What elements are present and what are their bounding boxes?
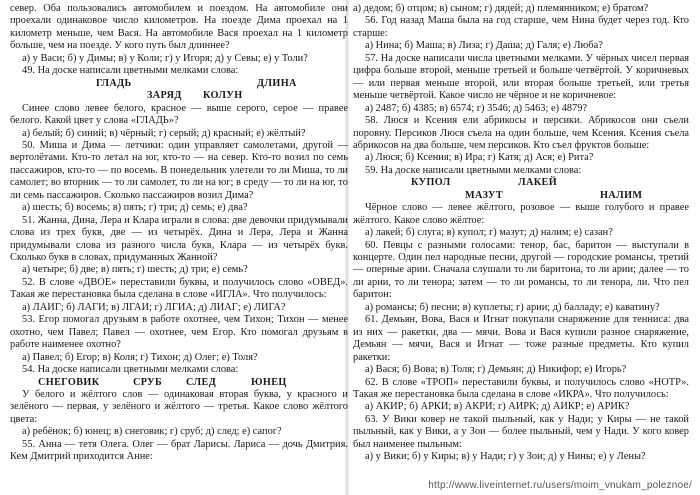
problem-51-text: 51. Жанна, Дина, Лера и Клара играли в слова: две девочки придумывали слова из трех букв, две — из четырёх. Дина и Лера, Лера и Жанна придумывали слова из разного числа букв, Клара — из четырёх букв. Сколько букв в словах, придуманных Жанной? [10,214,348,264]
word-board-49-row1 [10,78,348,90]
answer-options-62: а) АКИР; б) АРКИ; в) АКРИ; г) АИРК; д) АИКР; е) АРИК? [365,401,630,413]
answer-options-51: а) четыре; б) две; в) пять; г) шесть; д) три; е) семь? [22,264,248,276]
board-word: ЗАРЯД [147,90,182,102]
right-page [353,3,689,464]
board-word: МАЗУТ [465,189,504,201]
problem-49-text: Синее слово левее белого, красное — выше серого, серое — правее белого. Какой цвет у слова «ГЛАДЬ»? [10,102,348,127]
problem-57-text: 57. На доске написали числа цветными мелками. У чёрных чисел первая цифра больше второй, меньше третьей и больше четвёртой. У коричневых — или первая меньше второй, или вторая больше третьей, или третья меньше четвёртой. Какое число не чёрное и не коричневое: [353,52,689,102]
answer-options-61: а) Вася; б) Вова; в) Толя; г) Демьян; д) Никифор; е) Игорь? [365,364,627,376]
answer-options-57: а) 2487; б) 4385; в) 6574; г) 3546; д) 5463; е) 4879? [365,102,588,114]
board-word: ДЛИНА [257,77,297,89]
problem-50-text: 50. Миша и Дима — летчики: один управляет самолетами, другой — вертолётами. Кто-то летал на юг, кто-то — на север. Кто-то возил по семь пассажиров, кто-то — по восемь. В понедельник улетели то ли Миша, то ли самолет; во вторник — то ли самолет, то ли на юг; в среду — то ли на юг, то ли семь пассажиров. Сколько пассажиров возил Дима? [10,139,348,201]
source-url-watermark: http://www.liveinternet.ru/users/moim_vnukam_poleznoe/ [428,480,692,491]
answer-options-58: а) Люся; б) Ксения; в) Ира; г) Катя; д) Ася; е) Рита? [365,152,594,164]
board-word: ЮНЕЦ [251,376,287,388]
answer-options-55: а) дедом; б) отцом; в) сыном; г) дядей; д) племянником; е) братом? [353,3,649,14]
board-word: НАЛИМ [600,189,643,201]
problem-59-question: 59. На доске написали цветными мелками слова: [365,164,582,176]
board-word: СЛЕД [186,376,217,388]
board-word: ГЛАДЬ [96,77,132,89]
answer-options-60: а) романсы; б) песни; в) куплеты; г) арии; д) балладу; е) каватину? [365,301,660,313]
board-word: СРУБ [133,376,163,388]
word-board-59-row1 [353,177,689,189]
problem-54-question: 54. На доске написали цветными мелками слова: [22,364,239,376]
answer-options-59: а) лакей; б) слуга; в) купол; г) мазут; д) налим; е) сазан? [365,227,613,239]
left-page [10,3,348,464]
problem-63-text: 63. У Вики ковер не такой пыльный, как у Нади; у Киры — не такой пыльный, как у Вики, а у Зои — более пыльный, чем у Нади. У кого ковер был наименее пыльным: [353,413,689,450]
problem-55-text: 55. Анна — тетя Олега. Олег — брат Ларисы. Лариса — дочь Дмитрия. Кем Дмитрий приходится Анне: [10,438,348,463]
word-board-54 [10,377,348,389]
problem-56-text: 56. Год назад Маша была на год старше, чем Нина будет через год. Кто старше: [353,15,689,39]
problem-58-text: 58. Люся и Ксения ели абрикосы и персики. Абрикосов они съели поровну. Персиков Люся съела на один больше, чем Ксения. Ксения съела абрикосов на два больше, чем персиков. Кто съел фруктов больше: [353,115,689,151]
board-word: КУПОЛ [411,177,451,189]
problem-54-text: У белого и жёлтого слов — одинаковая вторая буква, у красного и зелёного — первая, у зелёного и жёлтого — третья. Какое слово жёлтого цвета: [10,389,348,425]
answer-options-53: а) Павел; б) Егор; в) Коля; г) Тихон; д) Олег; е) Толя? [22,351,258,363]
word-board-59-row2 [353,190,689,202]
board-word: ЛАКЕЙ [518,177,558,189]
answer-options-56: а) Нина; б) Маша; в) Лиза; г) Даша; д) Галя; е) Люба? [365,40,603,52]
answer-options-63: а) у Вики; б) у Киры; в) у Нади; г) у Зои; д) у Нины; е) у Лены? [365,451,646,463]
problem-62-text: 62. В слове «ТРОП» переставили буквы, и получилось слово «НОТР». Такая же перестановка была сделана в слове «ИКРА». Что получилось: [353,376,689,401]
board-word: КОЛУН [203,90,243,102]
problem-53-text: 53. Егор помогал друзьям в работе охотнее, чем Тихон; Тихон — менее охотно, чем Павел; Павел — охотнее, чем Егор. Кто помогал друзьям в работе наименее охотно? [10,314,348,351]
problem-48-text: север. Оба пользовались автомобилем и поездом. На автомобиле они проехали одинаковое число километров. На поезде Дима проехал на 1 километр меньше, чем Вася. На автомобиле Вася проехал на 1 километр больше, чем на поезде. У кого путь был длиннее? [10,3,348,52]
answer-options-52: а) ЛАИГ; б) ЛАГИ; в) ЛГАИ; г) ЛГИА; д) ЛИАГ; е) ЛИГА? [22,301,286,313]
problem-60-text: 60. Певцы с разными голосами: тенор, бас, баритон — выступали в концерте. Один пел народные песни, другой — городские романсы, третий — оперные арии. Сначала слушали то ли баритона, то ли арии; далее — то ли арии, то ли тенора; затем — то ли романсы, то ли тенора, ли. Что пел баритон: [353,239,689,301]
answer-options-49: а) белый; б) синий; в) чёрный; г) серый; д) красный; е) жёлтый? [22,127,306,139]
answer-options-54: а) ребёнок; б) юнец; в) снеговик; г) сруб; д) след; е) сапог? [22,426,282,438]
problem-59-text: Чёрное слово — левее жёлтого, розовое — выше голубого и правее жёлтого. Какое слово жёлтое: [353,202,689,226]
answer-options-50: а) шесть; б) восемь; в) пять; г) три; д) семь; е) два? [22,202,248,214]
problem-49-question: 49. На доске написали цветными мелками слова: [22,65,239,77]
problem-52-text: 52. В слове «ДВОЕ» переставили буквы, и получилось слово «ОВЕД». Такая же перестановка была сделана в слове «ИГЛА». Что получилось: [10,276,348,301]
problem-61-text: 61. Демьян, Вова, Вася и Игнат покупали снаряжение для тенниса: два из них — ракетки, два — мячи. Вова и Вася купили разное снаряжение, Демьян — мячи, Вася и Игнат — тоже разные предметы. Кто купил ракетки: [353,314,689,363]
board-word: СНЕГОВИК [38,376,100,388]
answer-options-48: а) у Васи; б) у Димы; в) у Коли; г) у Игоря; д) у Севы; е) у Толи? [22,52,308,64]
word-board-49-row2 [10,90,348,102]
